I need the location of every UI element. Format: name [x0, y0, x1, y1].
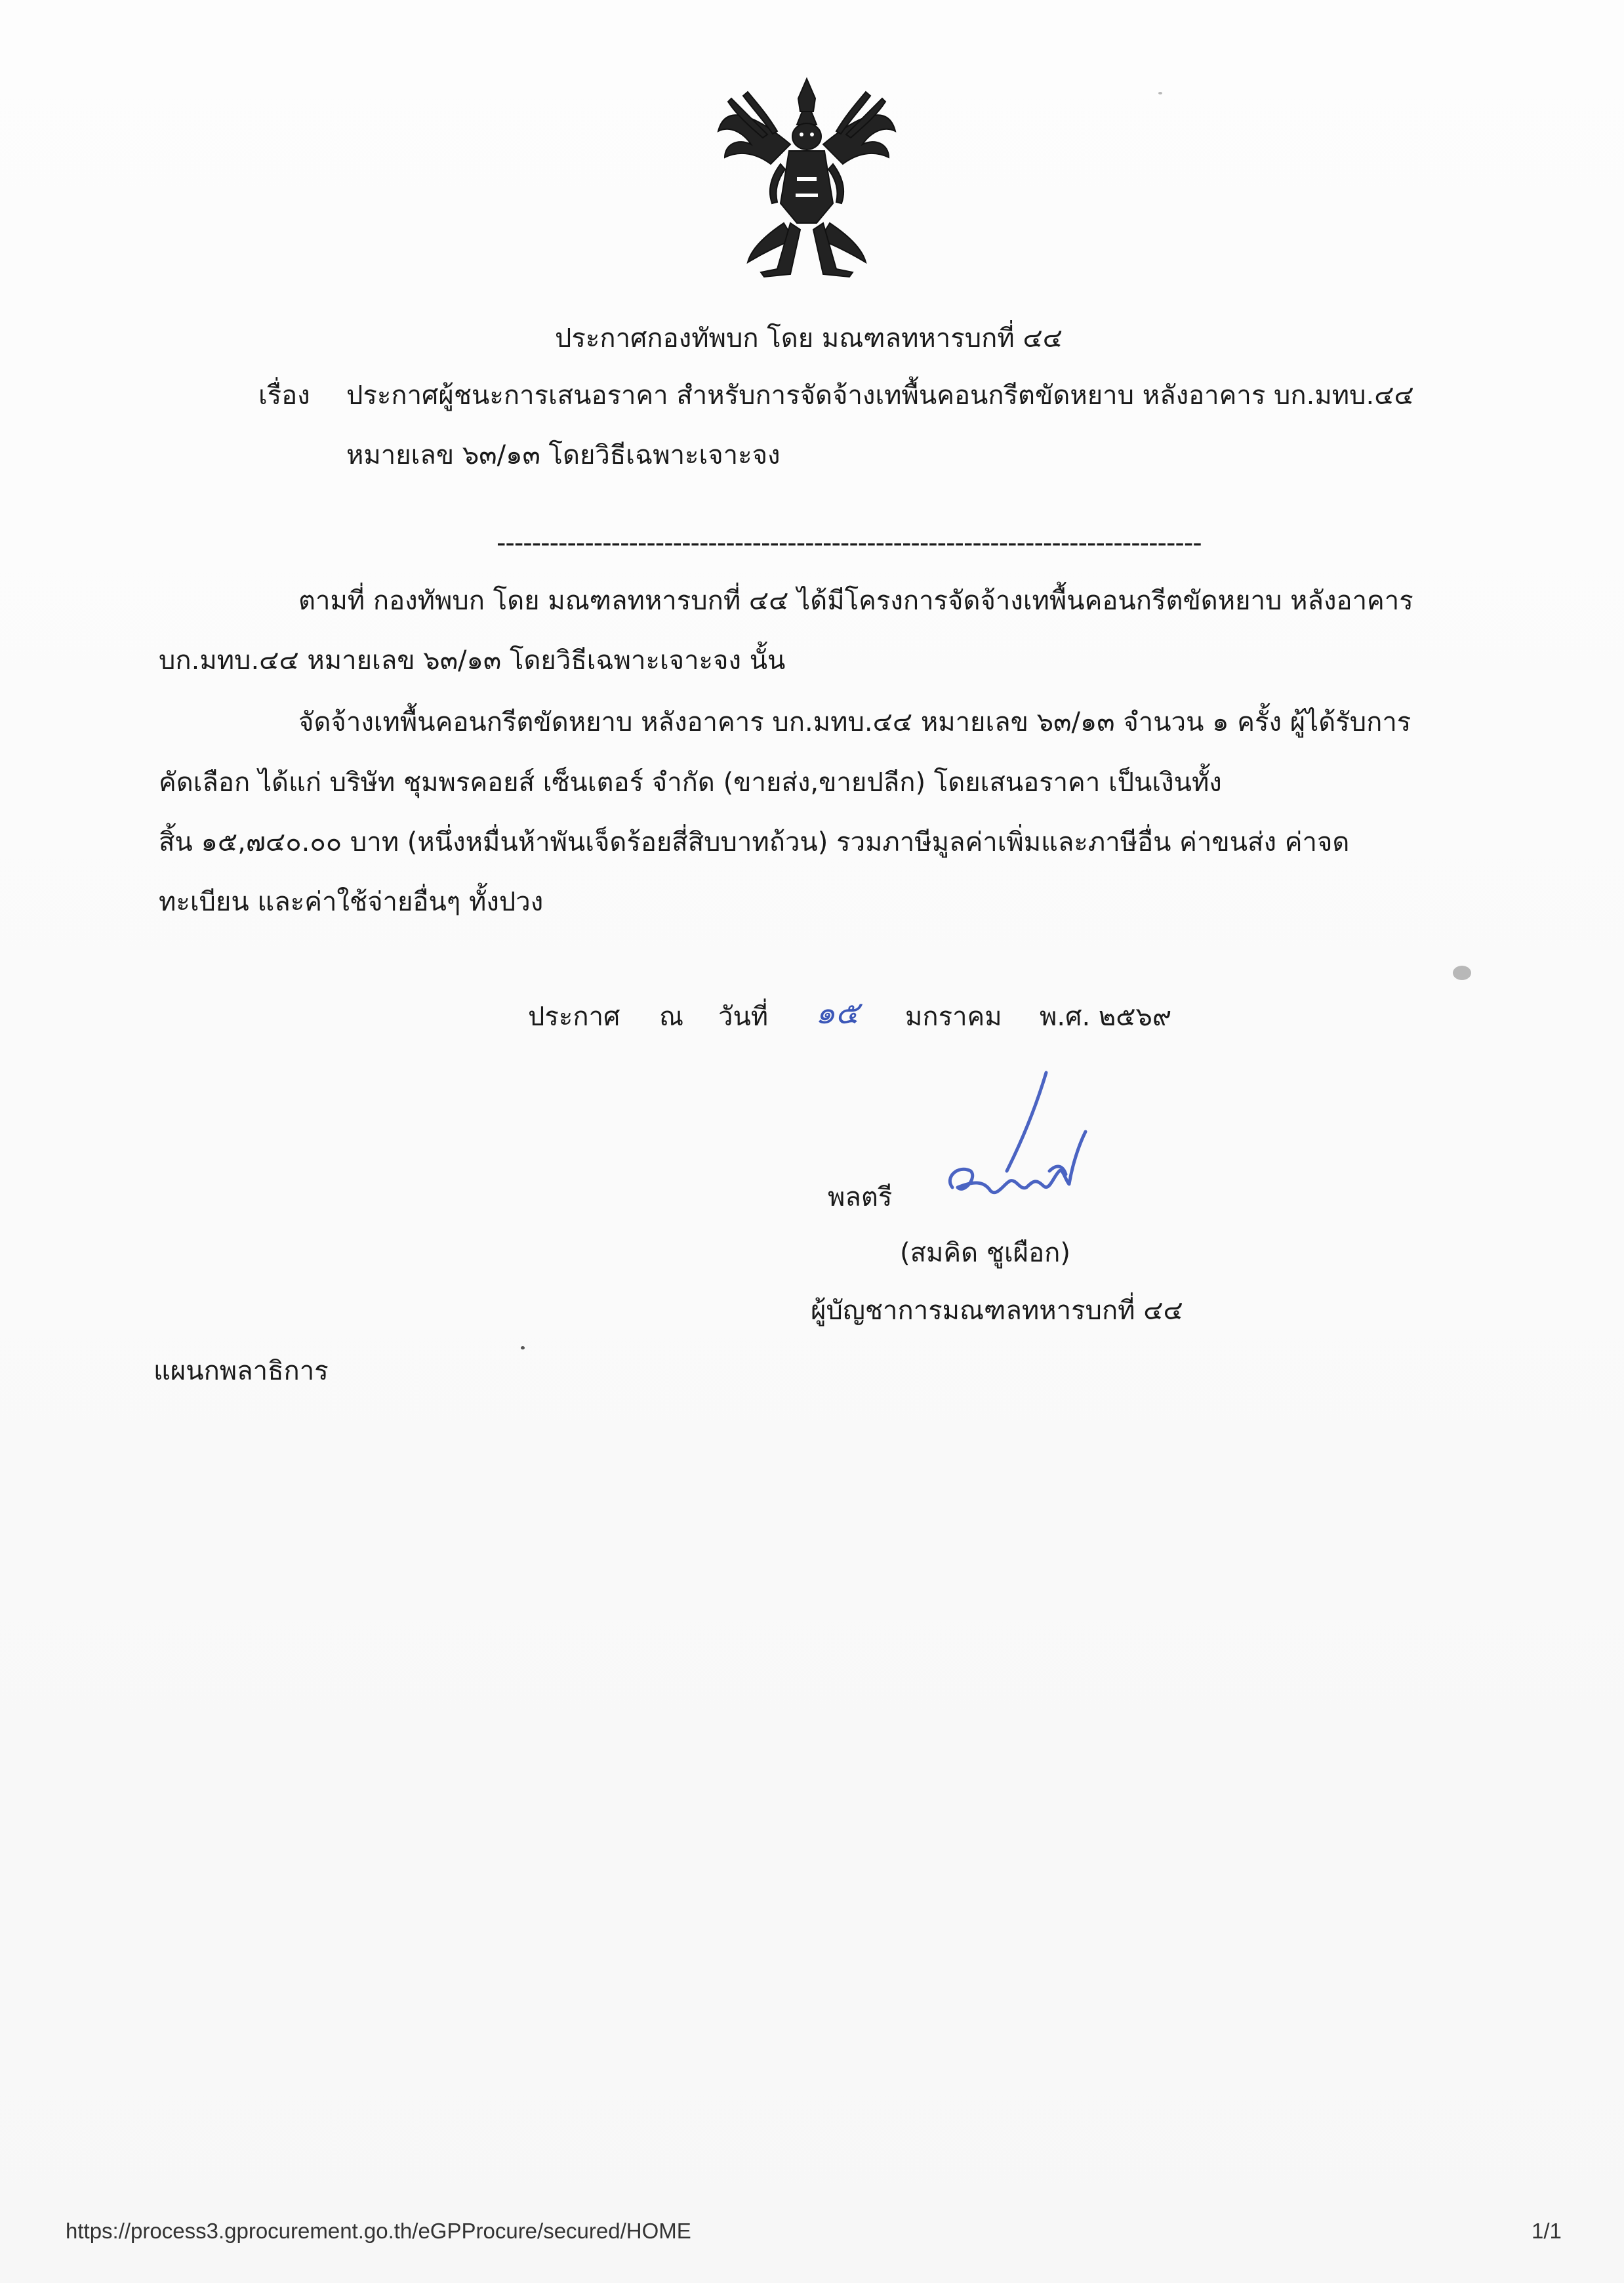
paper-speck	[1453, 966, 1471, 980]
department-label: แผนกพลาธิการ	[153, 1356, 329, 1386]
month: มกราคม	[905, 1002, 1002, 1032]
body-paragraph-line: สิ้น ๑๕,๗๔๐.๐๐ บาท (หนึ่งหมื่นห้าพันเจ็ดร้อยสี่สิบบาทถ้วน) รวมภาษีมูลค่าเพิ่มและภาษีอื่น ค่าขนส่ง ค่าจด	[159, 827, 1350, 857]
announcement-title: ประกาศกองทัพบก โดย มณฑลทหารบกที่ ๔๔	[555, 323, 1063, 354]
day-word: วันที่	[718, 1002, 769, 1032]
announce-word: ประกาศ	[528, 1002, 620, 1032]
page-number: 1/1	[1532, 2219, 1562, 2243]
handwritten-signature-icon	[938, 1066, 1108, 1217]
body-paragraph-line: จัดจ้างเทพื้นคอนกรีตขัดหยาบ หลังอาคาร บก.มทบ.๔๔ หมายเลข ๖๓/๑๓ จำนวน ๑ ครั้ง ผู้ได้รับการ	[298, 707, 1411, 737]
body-paragraph-line: คัดเลือก ได้แก่ บริษัท ชุมพรคอยส์ เซ็นเตอร์ จำกัด (ขายส่ง,ขายปลีก) โดยเสนอราคา เป็นเงินทั้ง	[159, 768, 1222, 798]
garuda-emblem-icon	[712, 72, 902, 282]
at-word: ณ	[659, 1002, 684, 1032]
signatory-title: ผู้บัญชาการมณฑลทหารบกที่ ๔๔	[811, 1296, 1183, 1326]
separator-line: --------------------------------------------------------------------------------	[497, 528, 1202, 558]
footer-url: https://process3.gprocurement.go.th/eGPProcure/secured/HOME	[66, 2219, 691, 2243]
subject-line: หมายเลข ๖๓/๑๓ โดยวิธีเฉพาะเจาะจง	[346, 440, 781, 470]
handwritten-day: ๑๕	[815, 995, 859, 1031]
subject-label: เรื่อง	[258, 380, 310, 411]
signatory-rank: พลตรี	[828, 1182, 893, 1212]
paper-speck	[521, 1346, 525, 1349]
body-paragraph-line: ทะเบียน และค่าใช้จ่ายอื่นๆ ทั้งปวง	[159, 887, 544, 917]
body-paragraph-line: ตามที่ กองทัพบก โดย มณฑลทหารบกที่ ๔๔ ได้มีโครงการจัดจ้างเทพื้นคอนกรีตขัดหยาบ หลังอาคาร	[298, 586, 1413, 616]
year: พ.ศ. ๒๕๖๙	[1040, 1002, 1172, 1032]
body-paragraph-line: บก.มทบ.๔๔ หมายเลข ๖๓/๑๓ โดยวิธีเฉพาะเจาะจง นั้น	[159, 646, 786, 676]
paper-speck	[1158, 92, 1162, 94]
subject-line: ประกาศผู้ชนะการเสนอราคา สำหรับการจัดจ้างเทพื้นคอนกรีตขัดหยาบ หลังอาคาร บก.มทบ.๔๔	[346, 380, 1414, 411]
signatory-name: (สมคิด ชูเผือก)	[900, 1238, 1070, 1268]
